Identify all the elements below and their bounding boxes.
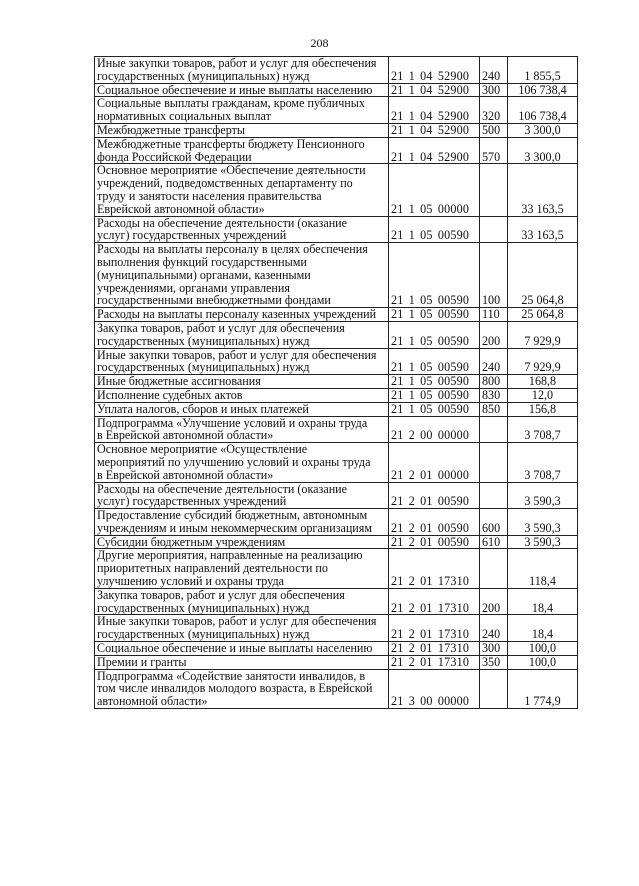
row-expense-type bbox=[480, 669, 508, 708]
row-name-line: Основное мероприятие «Осуществление bbox=[97, 442, 308, 457]
row-expense-type bbox=[480, 416, 508, 443]
row-code: 21 2 01 17310 bbox=[389, 588, 480, 615]
row-amount: 3 590,3 bbox=[508, 509, 578, 536]
row-name-line: государственных (муниципальных) нужд bbox=[97, 333, 310, 348]
row-name-line: государственных (муниципальных) нужд bbox=[97, 68, 310, 83]
row-name-line: Расходы на выплаты персоналу казенных учреждений bbox=[97, 307, 377, 322]
row-name-line: Предоставление субсидий бюджетным, автономным bbox=[97, 508, 368, 523]
row-amount: 3 590,3 bbox=[508, 535, 578, 549]
row-expense-type: 240 bbox=[480, 348, 508, 375]
row-code: 21 2 01 00000 bbox=[389, 443, 480, 482]
row-code: 21 1 05 00590 bbox=[389, 388, 480, 402]
table-row bbox=[95, 57, 578, 84]
row-name-line: Подпрограмма «Улучшение условий и охраны труда bbox=[97, 415, 368, 430]
row-name-line: в Еврейской автономной области» bbox=[97, 428, 274, 443]
row-code: 21 2 01 17310 bbox=[389, 615, 480, 642]
table-row bbox=[95, 588, 578, 615]
table-row bbox=[95, 615, 578, 642]
table-row bbox=[95, 416, 578, 443]
row-name bbox=[95, 416, 389, 443]
row-name-line: Иные закупки товаров, работ и услуг для обеспечения bbox=[97, 347, 377, 362]
row-name bbox=[95, 388, 389, 402]
row-code: 21 1 04 52900 bbox=[389, 97, 480, 124]
row-name-line: Расходы на обеспечение деятельности (оказание bbox=[97, 215, 347, 230]
row-expense-type: 500 bbox=[480, 123, 508, 137]
row-name bbox=[95, 308, 389, 322]
table-row bbox=[95, 655, 578, 669]
row-name-line: фонда Российской Федерации bbox=[97, 149, 252, 164]
row-name-line: Расходы на обеспечение деятельности (оказание bbox=[97, 481, 347, 496]
table-row bbox=[95, 164, 578, 216]
row-code: 21 1 04 52900 bbox=[389, 57, 480, 84]
row-code: 21 1 05 00590 bbox=[389, 216, 480, 243]
row-amount: 106 738,4 bbox=[508, 83, 578, 97]
row-name-line: мероприятий по улучшению условий и охраны труда bbox=[97, 454, 371, 469]
row-name-line: труду и занятости населения правительства bbox=[97, 188, 322, 203]
row-name-line: Премии и гранты bbox=[97, 654, 187, 669]
row-name-line: Иные закупки товаров, работ и услуг для обеспечения bbox=[97, 614, 377, 629]
row-code: 21 1 05 00590 bbox=[389, 321, 480, 348]
table-row bbox=[95, 216, 578, 243]
row-name-line: Еврейской автономной области» bbox=[97, 201, 265, 216]
table-row bbox=[95, 402, 578, 416]
row-amount: 100,0 bbox=[508, 655, 578, 669]
row-name bbox=[95, 137, 389, 164]
row-name-line: государственных (муниципальных) нужд bbox=[97, 627, 310, 642]
table-row bbox=[95, 348, 578, 375]
row-name bbox=[95, 615, 389, 642]
table-row bbox=[95, 137, 578, 164]
row-name-line: Расходы на выплаты персоналу в целях обеспечения bbox=[97, 242, 368, 257]
row-name-line: учреждений, подведомственных департаменту по bbox=[97, 176, 353, 191]
row-name-line: Межбюджетные трансферты бюджету Пенсионного bbox=[97, 136, 365, 151]
row-name-line: государственных (муниципальных) нужд bbox=[97, 360, 310, 375]
row-expense-type bbox=[480, 443, 508, 482]
row-name-line: в Еврейской автономной области» bbox=[97, 467, 274, 482]
row-code: 21 1 04 52900 bbox=[389, 137, 480, 164]
row-amount: 1 855,5 bbox=[508, 57, 578, 84]
row-amount: 33 163,5 bbox=[508, 164, 578, 216]
table-row bbox=[95, 443, 578, 482]
table-row bbox=[95, 642, 578, 656]
row-code: 21 2 01 17310 bbox=[389, 642, 480, 656]
table-row bbox=[95, 669, 578, 708]
row-name bbox=[95, 402, 389, 416]
row-name bbox=[95, 669, 389, 708]
row-amount: 1 774,9 bbox=[508, 669, 578, 708]
row-name bbox=[95, 83, 389, 97]
row-name bbox=[95, 549, 389, 588]
row-name-line: Исполнение судебных актов bbox=[97, 387, 243, 402]
row-code: 21 2 01 00590 bbox=[389, 509, 480, 536]
table-row bbox=[95, 482, 578, 509]
row-name-line: том числе инвалидов молодого возраста, в Еврейской bbox=[97, 681, 373, 696]
row-name-line: улучшению условий и охраны труда bbox=[97, 574, 284, 589]
row-expense-type: 320 bbox=[480, 97, 508, 124]
table-row bbox=[95, 549, 578, 588]
row-amount: 3 708,7 bbox=[508, 416, 578, 443]
row-expense-type: 850 bbox=[480, 402, 508, 416]
table-row bbox=[95, 535, 578, 549]
row-code: 21 2 01 00590 bbox=[389, 482, 480, 509]
row-code: 21 1 05 00590 bbox=[389, 348, 480, 375]
row-expense-type: 610 bbox=[480, 535, 508, 549]
row-expense-type: 300 bbox=[480, 642, 508, 656]
table-row bbox=[95, 83, 578, 97]
row-name bbox=[95, 164, 389, 216]
row-expense-type: 200 bbox=[480, 588, 508, 615]
table-row bbox=[95, 97, 578, 124]
row-name bbox=[95, 482, 389, 509]
row-name-line: Социальное обеспечение и иные выплаты населению bbox=[97, 82, 373, 97]
row-expense-type bbox=[480, 216, 508, 243]
row-name-line: Иные закупки товаров, работ и услуг для обеспечения bbox=[97, 56, 377, 70]
row-code: 21 1 05 00590 bbox=[389, 308, 480, 322]
row-name-line: государственными внебюджетными фондами bbox=[97, 293, 331, 308]
row-amount: 156,8 bbox=[508, 402, 578, 416]
row-name-line: Социальные выплаты гражданам, кроме публичных bbox=[97, 96, 365, 111]
budget-table-body bbox=[95, 57, 578, 709]
row-name-line: Закупка товаров, работ и услуг для обеспечения bbox=[97, 587, 345, 602]
row-expense-type: 570 bbox=[480, 137, 508, 164]
row-name-line: Субсидии бюджетным учреждениям bbox=[97, 534, 286, 549]
row-amount: 33 163,5 bbox=[508, 216, 578, 243]
row-amount: 100,0 bbox=[508, 642, 578, 656]
row-expense-type: 300 bbox=[480, 83, 508, 97]
row-name bbox=[95, 321, 389, 348]
table-row bbox=[95, 388, 578, 402]
row-code: 21 1 04 52900 bbox=[389, 83, 480, 97]
row-amount: 7 929,9 bbox=[508, 348, 578, 375]
row-name bbox=[95, 216, 389, 243]
row-name-line: Основное мероприятие «Обеспечение деятельности bbox=[97, 163, 366, 178]
row-name bbox=[95, 123, 389, 137]
row-expense-type: 830 bbox=[480, 388, 508, 402]
row-name-line: Другие мероприятия, направленные на реализацию bbox=[97, 548, 363, 563]
table-row bbox=[95, 308, 578, 322]
row-code: 21 1 04 52900 bbox=[389, 123, 480, 137]
row-name bbox=[95, 443, 389, 482]
row-expense-type bbox=[480, 549, 508, 588]
row-name-line: Межбюджетные трансферты bbox=[97, 122, 246, 137]
row-code: 21 1 05 00590 bbox=[389, 375, 480, 389]
row-code: 21 2 00 00000 bbox=[389, 416, 480, 443]
row-amount: 18,4 bbox=[508, 615, 578, 642]
row-code: 21 2 01 00590 bbox=[389, 535, 480, 549]
row-name-line: нормативных социальных выплат bbox=[97, 109, 271, 124]
row-name-line: автономной области» bbox=[97, 694, 208, 709]
row-name-line: приоритетных направлений деятельности по bbox=[97, 561, 328, 576]
row-name bbox=[95, 509, 389, 536]
row-expense-type: 240 bbox=[480, 615, 508, 642]
row-amount: 3 590,3 bbox=[508, 482, 578, 509]
row-name-line: государственных (муниципальных) нужд bbox=[97, 600, 310, 615]
row-amount: 118,4 bbox=[508, 549, 578, 588]
row-name-line: Социальное обеспечение и иные выплаты населению bbox=[97, 641, 373, 656]
row-name-line: (муниципальными) органами, казенными bbox=[97, 267, 311, 282]
row-amount: 3 708,7 bbox=[508, 443, 578, 482]
row-name bbox=[95, 348, 389, 375]
row-code: 21 2 01 17310 bbox=[389, 655, 480, 669]
row-expense-type: 240 bbox=[480, 57, 508, 84]
row-expense-type: 800 bbox=[480, 375, 508, 389]
row-name bbox=[95, 535, 389, 549]
row-name bbox=[95, 97, 389, 124]
row-name-line: Закупка товаров, работ и услуг для обеспечения bbox=[97, 320, 345, 335]
row-expense-type: 350 bbox=[480, 655, 508, 669]
row-amount: 25 064,8 bbox=[508, 308, 578, 322]
row-code: 21 1 05 00590 bbox=[389, 243, 480, 308]
row-amount: 12,0 bbox=[508, 388, 578, 402]
row-amount: 3 300,0 bbox=[508, 123, 578, 137]
table-row bbox=[95, 123, 578, 137]
row-amount: 3 300,0 bbox=[508, 137, 578, 164]
row-amount: 18,4 bbox=[508, 588, 578, 615]
row-name-line: учреждениями, органами управления bbox=[97, 280, 290, 295]
row-name-line: услуг) государственных учреждений bbox=[97, 494, 287, 509]
row-code: 21 1 05 00000 bbox=[389, 164, 480, 216]
row-amount: 168,8 bbox=[508, 375, 578, 389]
row-amount: 106 738,4 bbox=[508, 97, 578, 124]
row-name-line: Иные бюджетные ассигнования bbox=[97, 374, 261, 389]
row-expense-type bbox=[480, 482, 508, 509]
table-row bbox=[95, 243, 578, 308]
page-number: 208 bbox=[310, 36, 329, 50]
row-code: 21 2 01 17310 bbox=[389, 549, 480, 588]
row-name bbox=[95, 57, 389, 84]
row-expense-type: 110 bbox=[480, 308, 508, 322]
row-expense-type bbox=[480, 164, 508, 216]
row-name bbox=[95, 588, 389, 615]
row-name-line: Подпрограмма «Содействие занятости инвалидов, в bbox=[97, 668, 366, 683]
row-amount: 7 929,9 bbox=[508, 321, 578, 348]
row-name bbox=[95, 243, 389, 308]
row-name bbox=[95, 375, 389, 389]
row-name bbox=[95, 655, 389, 669]
row-amount: 25 064,8 bbox=[508, 243, 578, 308]
table-row bbox=[95, 321, 578, 348]
row-expense-type: 200 bbox=[480, 321, 508, 348]
row-name-line: выполнения функций государственными bbox=[97, 254, 307, 269]
row-name bbox=[95, 642, 389, 656]
row-code: 21 3 00 00000 bbox=[389, 669, 480, 708]
row-code: 21 1 05 00590 bbox=[389, 402, 480, 416]
budget-table bbox=[94, 56, 578, 709]
row-name-line: Уплата налогов, сборов и иных платежей bbox=[97, 401, 309, 416]
row-expense-type: 100 bbox=[480, 243, 508, 308]
row-name-line: услуг) государственных учреждений bbox=[97, 228, 287, 243]
row-expense-type: 600 bbox=[480, 509, 508, 536]
table-row bbox=[95, 375, 578, 389]
row-name-line: учреждениям и иным некоммерческим организациям bbox=[97, 520, 372, 535]
table-row bbox=[95, 509, 578, 536]
